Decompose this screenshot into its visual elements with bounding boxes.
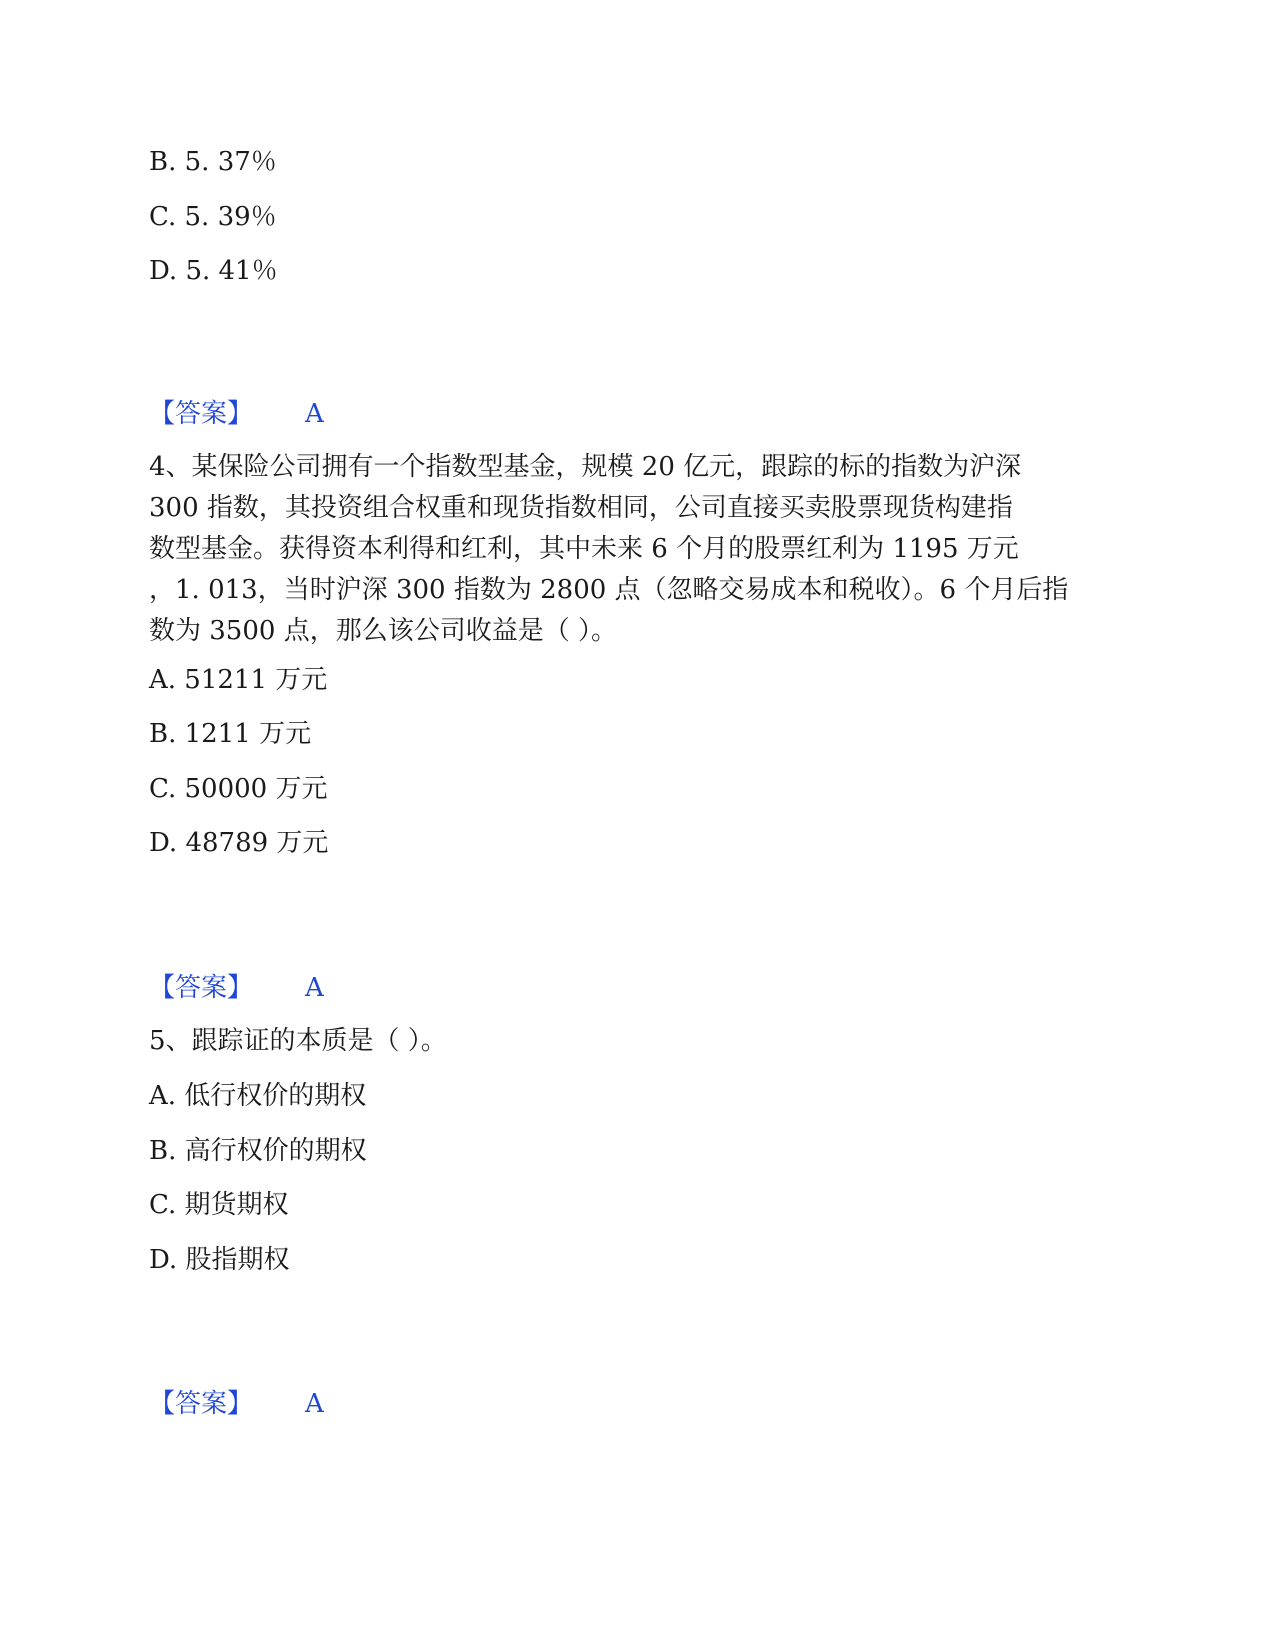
answer-label: 【答案】 <box>149 973 254 1003</box>
q5-stem: 5、跟踪证的本质是（ ）。 <box>149 1026 447 1056</box>
q4-stem-line: 300 指数，其投资组合权重和现货指数相同，公司直接买卖股票现货构建指 <box>149 493 1013 523</box>
q4-stem-line: 4、某保险公司拥有一个指数型基金，规模 20 亿元，跟踪的标的指数为沪深 <box>149 452 1022 482</box>
q4-option-d: D. 48789 万元 <box>149 828 329 858</box>
q3-answer <box>149 394 324 434</box>
answer-label: 【答案】 <box>149 399 254 429</box>
q3-option-b: B. 5. 37％ <box>149 147 277 177</box>
q4-option-b: B. 1211 万元 <box>149 719 312 749</box>
answer-value: A <box>305 1389 324 1419</box>
q3-option-c: C. 5. 39％ <box>149 202 277 232</box>
q4-stem <box>149 447 1139 652</box>
q5-option-c: C. 期货期权 <box>149 1190 289 1220</box>
q4-option-c: C. 50000 万元 <box>149 774 328 804</box>
q4-stem-line: 数型基金。获得资本利得和红利，其中未来 6 个月的股票红利为 1195 万元 <box>149 534 1019 564</box>
q4-answer <box>149 968 324 1008</box>
answer-label: 【答案】 <box>149 1389 254 1419</box>
q5-option-d: D. 股指期权 <box>149 1245 290 1275</box>
q5-option-b: B. 高行权价的期权 <box>149 1136 367 1166</box>
answer-value: A <box>305 399 324 429</box>
answer-value: A <box>305 973 324 1003</box>
q5-option-a: A. 低行权价的期权 <box>149 1081 367 1111</box>
q4-stem-line: 数为 3500 点，那么该公司收益是（ ）。 <box>149 616 617 646</box>
q5-answer <box>149 1384 324 1424</box>
q4-option-a: A. 51211 万元 <box>149 665 328 695</box>
q4-stem-line: ，1. 013，当时沪深 300 指数为 2800 点（忽略交易成本和税收）。6 个月后指 <box>149 575 1069 605</box>
q3-option-d: D. 5. 41％ <box>149 256 278 286</box>
